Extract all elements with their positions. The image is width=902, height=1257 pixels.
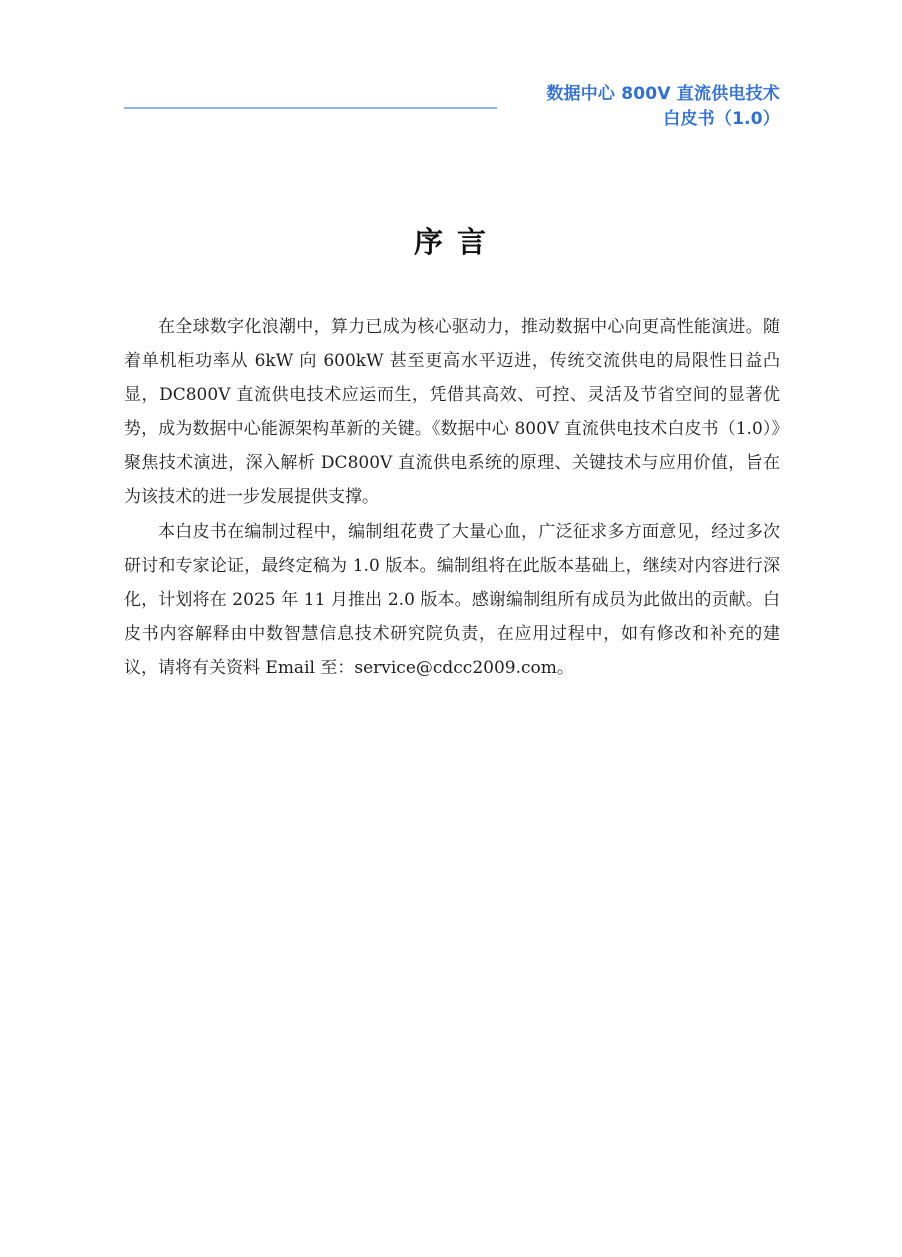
- header-title-line-1: 数据中心 800V 直流供电技术: [546, 84, 780, 104]
- preface-content: [124, 310, 780, 685]
- preface-paragraph-1: 在全球数字化浪潮中，算力已成为核心驱动力，推动数据中心向更高性能演进。随着单机柜功率从 6kW 向 600kW 甚至更高水平迈进，传统交流供电的局限性日益凸显，DC800V 直流供电技术应运而生，凭借其高效、可控、灵活及节省空间的显著优势，成为数据中心能源架构革新的关键。《数据中心 800V 直流供电技术白皮书（1.0）》聚焦技术演进，深入解析 DC800V 直流供电系统的原理、关键技术与应用价值，旨在为该技术的进一步发展提供支撑。: [124, 317, 780, 508]
- header-title-line-2: 白皮书（1.0）: [663, 109, 780, 129]
- page-title: 序 言: [413, 225, 489, 259]
- page-header: [124, 82, 780, 132]
- header-rule: [124, 107, 497, 109]
- header-title: [546, 82, 780, 132]
- preface-paragraph-2: 本白皮书在编制过程中，编制组花费了大量心血，广泛征求多方面意见，经过多次研讨和专家论证，最终定稿为 1.0 版本。编制组将在此版本基础上，继续对内容进行深化，计划将在 2025 年 11 月推出 2.0 版本。感谢编制组所有成员为此做出的贡献。白皮书内容解释由中数智慧信息技术研究院负责，在应用过程中，如有修改和补充的建议，请将有关资料 Email 至：service@cdcc2009.com。: [124, 521, 780, 678]
